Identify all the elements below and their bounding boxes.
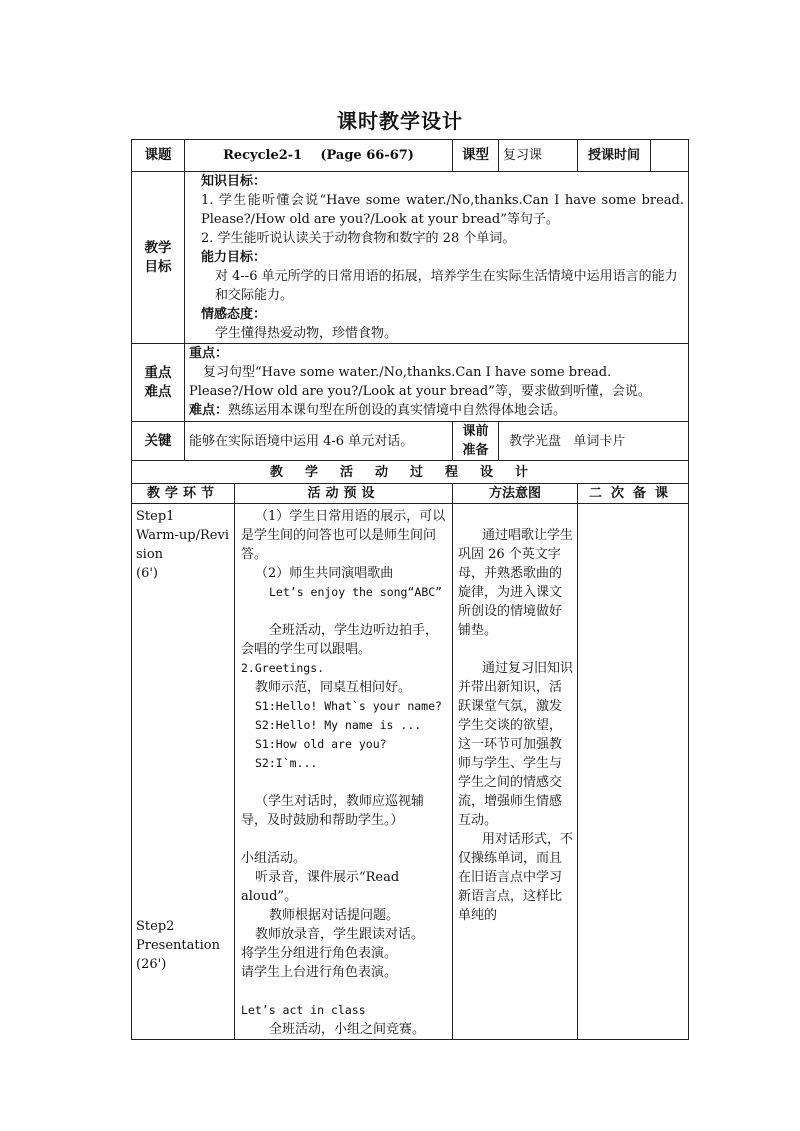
- focus-label: [132, 344, 185, 422]
- key-label: 关键: [132, 422, 185, 461]
- process-banner-cell: [132, 461, 689, 484]
- difficulty-title: 难点：: [189, 403, 229, 418]
- activity-11: （学生对话时，教师应巡视辅导，及时鼓励和帮助学生。）: [241, 794, 425, 828]
- activity-1: （1）学生日常用语的展示，可以是学生间的问答也可以是师生间问答。: [241, 509, 446, 562]
- activity-9: S1:How old are you?: [255, 737, 387, 751]
- time-value: [651, 140, 688, 171]
- focus-row: [132, 344, 689, 422]
- activity-10: S2:I`m...: [255, 756, 318, 770]
- key-text: 能够在实际语境中运用 4-6 单元对话。: [185, 422, 453, 461]
- process-banner: 教学活动过程设计: [269, 464, 550, 480]
- col-method-header: 方法意图: [453, 484, 578, 504]
- activity-15: 教师放录音，学生跟读对话。: [255, 927, 425, 942]
- activity-5: 2.Greetings.: [241, 661, 325, 675]
- activity-8: S2:Hello! My name is ...: [255, 718, 422, 732]
- activity-16: 将学生分组进行角色表演。: [241, 946, 398, 961]
- time-cell: [578, 140, 689, 172]
- topic-value: Recycle2-1 (Page 66-67): [185, 140, 453, 172]
- key-text: 复习句型“Have some water./No,thanks.Can I have some bread. Please?/How old are you?/Look at your bread”等，要求做到听懂，会说。: [189, 365, 651, 399]
- activity-18: Let’s act in class: [241, 1003, 366, 1017]
- activity-4: 全班活动，学生边听边拍手，会唱的学生可以跟唱。: [241, 623, 439, 657]
- process-body-row: [132, 504, 689, 1040]
- difficulty-text: 熟练运用本课句型在所创设的真实情境中自然得体地会话。: [228, 403, 567, 418]
- activity-column: [235, 504, 453, 1040]
- col-activity-header: 活动预设: [235, 484, 453, 504]
- focus-label-text: 重点难点: [144, 364, 172, 400]
- ability-text: 对 4--6 单元所学的日常用语的拓展，培养学生在实际生活情境中运用语言的能力和交际能力。: [215, 269, 678, 303]
- activity-3: Let’s enjoy the song“ABC”: [269, 585, 443, 599]
- col-step-header: 教学环节: [132, 484, 235, 504]
- activity-14: 教师根据对话提问题。: [269, 908, 400, 923]
- activity-12: 小组活动。: [241, 851, 307, 866]
- key-row: [132, 422, 689, 461]
- step1-name: Step1: [136, 509, 175, 524]
- activity-13: 听录音，课件展示“Read aloud”。: [241, 870, 400, 904]
- header-row: [132, 140, 689, 172]
- lesson-plan-table: [131, 139, 689, 1040]
- second-column: [578, 504, 689, 1040]
- method-column: [453, 504, 578, 1040]
- knowledge-2: 2. 学生能听说认读关于动物食物和数字的 28 个单词。: [201, 231, 516, 246]
- attitude-title: 情感态度：: [201, 307, 267, 322]
- method-2: 通过复习旧知识并带出新知识，活跃课堂气氛，激发学生交谈的欲望，这一环节可加强教师与学生、学生与学生之间的情感交流，增强师生情感互动。: [458, 661, 574, 828]
- type-label: 课型: [453, 140, 499, 172]
- objectives-content: [185, 172, 689, 344]
- topic-label: 课题: [132, 140, 185, 172]
- attitude-text: 学生懂得热爱动物，珍惜食物。: [215, 326, 398, 341]
- step2-name: Step2: [136, 919, 175, 934]
- step2-time: (26'): [136, 957, 167, 972]
- page-title: 课时教学设计: [337, 109, 463, 133]
- activity-17: 请学生上台进行角色表演。: [241, 965, 398, 980]
- step1-phase: Warm-up/Revision: [136, 528, 229, 562]
- activity-2: （2）师生共同演唱歌曲: [255, 566, 394, 581]
- key-title: 重点：: [189, 346, 229, 361]
- type-value: 复习课: [499, 140, 578, 172]
- prep-text: 教学光盘 单词卡片: [499, 422, 689, 461]
- activity-6: 教师示范，同桌互相问好。: [255, 680, 412, 695]
- prep-label: [453, 422, 499, 461]
- step-column: [132, 504, 235, 1040]
- method-1: 通过唱歌让学生巩固 26 个英文字母，并熟悉歌曲的旋律，为进入课文所创设的情境做好铺垫。: [458, 528, 574, 638]
- activity-7: S1:Hello! What`s your name?: [255, 699, 442, 713]
- ability-title: 能力目标：: [201, 250, 267, 265]
- time-label: 授课时间: [578, 140, 651, 171]
- knowledge-title: 知识目标：: [201, 174, 267, 189]
- step2-phase: Presentation: [136, 938, 220, 953]
- process-header-row: [132, 484, 689, 504]
- objectives-label: [132, 172, 185, 344]
- method-3: 用对话形式，不仅操练单词，而且在旧语言点中学习新语言点，这样比单纯的: [458, 832, 574, 923]
- focus-content: [185, 344, 689, 422]
- knowledge-1: 1. 学生能听懂会说“Have some water./No,thanks.Can I have some bread. Please?/How old are you?/Look at your bread”等句子。: [201, 193, 684, 227]
- step1-time: (6'): [136, 566, 158, 581]
- prep-label-text: 课前准备: [462, 424, 489, 458]
- process-banner-row: [132, 461, 689, 484]
- difficulty-line: [189, 401, 684, 420]
- objectives-label-text: 教学目标: [144, 239, 172, 275]
- objectives-row: [132, 172, 689, 344]
- activity-19: 全班活动，小组之间竞赛。: [269, 1022, 426, 1037]
- col-second-header: 二次备课: [578, 484, 689, 504]
